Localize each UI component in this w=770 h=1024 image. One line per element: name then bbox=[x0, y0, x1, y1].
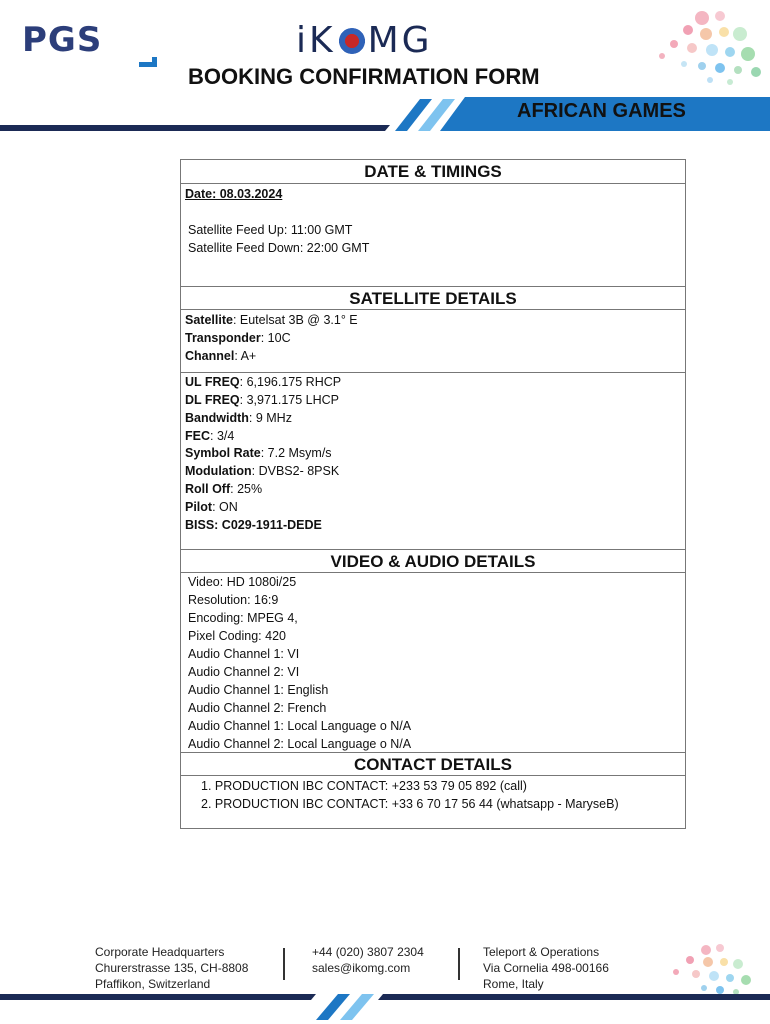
symbol-rate-field: Symbol Rate: 7.2 Msym/s bbox=[185, 446, 332, 460]
bandwidth-field: Bandwidth: 9 MHz bbox=[185, 411, 292, 425]
pgs-logo-mark bbox=[139, 57, 157, 67]
footer-email[interactable]: sales@ikomg.com bbox=[312, 961, 411, 975]
date-value: Date: 08.03.2024 bbox=[185, 187, 283, 201]
contact-heading: CONTACT DETAILS bbox=[181, 752, 685, 776]
ikomg-logo bbox=[296, 20, 433, 61]
satellite-field: Satellite: Eutelsat 3B @ 3.1° E bbox=[185, 313, 358, 327]
transponder-field: Transponder: 10C bbox=[185, 331, 291, 345]
resolution-line: Resolution: 16:9 bbox=[188, 593, 279, 607]
event-name: AFRICAN GAMES bbox=[517, 100, 686, 122]
footer-band bbox=[0, 990, 770, 1024]
hq-address: Churerstrasse 135, CH-8808 bbox=[95, 961, 249, 975]
decorative-dots-icon bbox=[650, 8, 770, 88]
pilot-field: Pilot: ON bbox=[185, 500, 238, 514]
biss-field: BISS: C029-1911-DEDE bbox=[185, 518, 322, 532]
footer-phone: +44 (020) 3807 2304 bbox=[312, 945, 424, 959]
ul-freq-field: UL FREQ: 6,196.175 RHCP bbox=[185, 375, 342, 389]
teleport-address: Via Cornelia 498-00166 bbox=[483, 961, 609, 975]
audio-line: Audio Channel 1: Local Language o N/A bbox=[188, 719, 412, 733]
encoding-line: Encoding: MPEG 4, bbox=[188, 611, 298, 625]
channel-field: Channel: A+ bbox=[185, 349, 257, 363]
audio-line: Audio Channel 2: VI bbox=[188, 665, 300, 679]
pixel-coding-line: Pixel Coding: 420 bbox=[188, 629, 286, 643]
audio-line: Audio Channel 2: French bbox=[188, 701, 327, 715]
footer-divider bbox=[283, 948, 285, 980]
hq-title: Corporate Headquarters bbox=[95, 945, 225, 959]
booking-form bbox=[180, 159, 686, 829]
video-audio-heading: VIDEO & AUDIO DETAILS bbox=[181, 549, 685, 573]
hq-city: Pfaffikon, Switzerland bbox=[95, 977, 211, 991]
audio-line: Audio Channel 2: Local Language o N/A bbox=[188, 737, 412, 751]
modulation-field: Modulation: DVBS2- 8PSK bbox=[185, 464, 340, 478]
ikomg-logo-pre: iK bbox=[296, 20, 336, 61]
globe-icon bbox=[337, 28, 367, 54]
form-title: BOOKING CONFIRMATION FORM bbox=[188, 64, 540, 89]
teleport-title: Teleport & Operations bbox=[483, 945, 600, 959]
audio-line: Audio Channel 1: English bbox=[188, 683, 329, 697]
teleport-city: Rome, Italy bbox=[483, 977, 544, 991]
fec-field: FEC: 3/4 bbox=[185, 429, 235, 443]
pgs-logo: PGS bbox=[22, 20, 103, 60]
feed-down-time: Satellite Feed Down: 22:00 GMT bbox=[188, 241, 370, 255]
audio-line: Audio Channel 1: VI bbox=[188, 647, 300, 661]
contact-item: 1. PRODUCTION IBC CONTACT: +233 53 79 05 892 (call) bbox=[201, 779, 527, 793]
satellite-heading: SATELLITE DETAILS bbox=[181, 286, 685, 310]
video-line: Video: HD 1080i/25 bbox=[188, 575, 297, 589]
dl-freq-field: DL FREQ: 3,971.175 LHCP bbox=[185, 393, 340, 407]
roll-off-field: Roll Off: 25% bbox=[185, 482, 263, 496]
feed-up-time: Satellite Feed Up: 11:00 GMT bbox=[188, 223, 353, 237]
ikomg-logo-post: MG bbox=[367, 20, 433, 61]
footer-divider bbox=[458, 948, 460, 980]
contact-item: 2. PRODUCTION IBC CONTACT: +33 6 70 17 56 44 (whatsapp - MaryseB) bbox=[201, 797, 619, 811]
date-timings-heading: DATE & TIMINGS bbox=[181, 160, 685, 184]
